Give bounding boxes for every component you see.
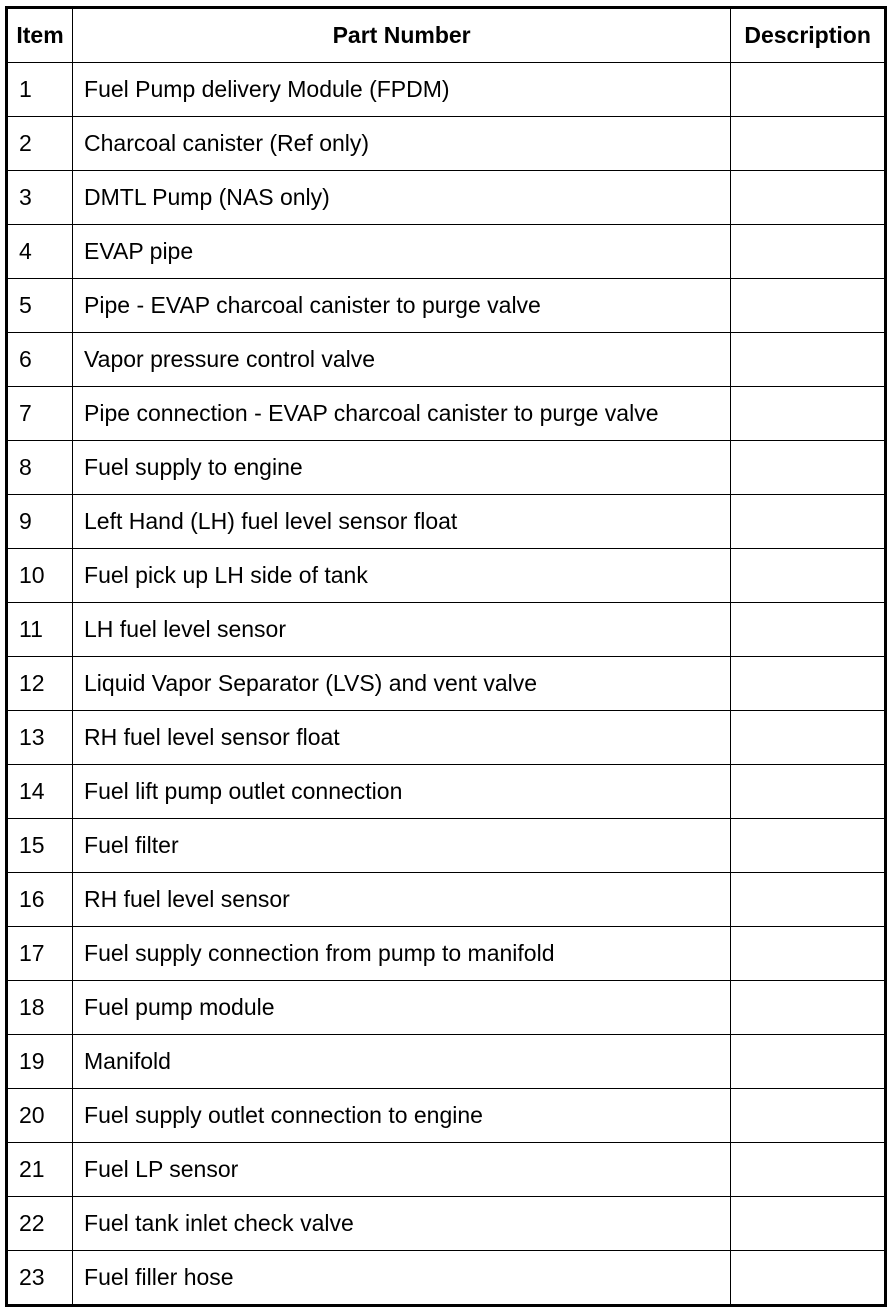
table-row (7, 603, 886, 657)
table-row (7, 117, 886, 171)
cell-part-name: Charcoal canister (Ref only) (73, 117, 731, 171)
header-row (7, 8, 886, 63)
table-body (7, 63, 886, 1306)
table-row (7, 63, 886, 117)
cell-description (731, 63, 886, 117)
cell-part-name: Fuel supply to engine (73, 441, 731, 495)
cell-item-number: 1 (7, 63, 73, 117)
table-row (7, 387, 886, 441)
cell-part-name: Fuel filter (73, 819, 731, 873)
table-row (7, 279, 886, 333)
cell-item-number: 9 (7, 495, 73, 549)
cell-description (731, 1197, 886, 1251)
cell-description (731, 441, 886, 495)
cell-description (731, 711, 886, 765)
cell-part-name: Fuel tank inlet check valve (73, 1197, 731, 1251)
cell-part-name: RH fuel level sensor float (73, 711, 731, 765)
cell-description (731, 819, 886, 873)
cell-item-number: 17 (7, 927, 73, 981)
cell-part-name: Fuel supply connection from pump to manifold (73, 927, 731, 981)
table-row (7, 981, 886, 1035)
cell-part-name: Pipe - EVAP charcoal canister to purge valve (73, 279, 731, 333)
cell-item-number: 11 (7, 603, 73, 657)
table-row (7, 711, 886, 765)
cell-item-number: 4 (7, 225, 73, 279)
cell-part-name: Fuel LP sensor (73, 1143, 731, 1197)
table-row (7, 495, 886, 549)
table-row (7, 927, 886, 981)
header-item: Item (7, 8, 73, 63)
table-row (7, 873, 886, 927)
table-row (7, 1143, 886, 1197)
cell-item-number: 23 (7, 1251, 73, 1306)
cell-part-name: Vapor pressure control valve (73, 333, 731, 387)
cell-item-number: 15 (7, 819, 73, 873)
cell-description (731, 549, 886, 603)
cell-description (731, 333, 886, 387)
cell-part-name: Fuel filler hose (73, 1251, 731, 1306)
table-row (7, 1089, 886, 1143)
cell-part-name: LH fuel level sensor (73, 603, 731, 657)
cell-part-name: RH fuel level sensor (73, 873, 731, 927)
cell-item-number: 6 (7, 333, 73, 387)
cell-part-name: Fuel pump module (73, 981, 731, 1035)
cell-part-name: Fuel Pump delivery Module (FPDM) (73, 63, 731, 117)
table-row (7, 441, 886, 495)
cell-item-number: 21 (7, 1143, 73, 1197)
table-row (7, 1035, 886, 1089)
cell-description (731, 225, 886, 279)
cell-part-name: Liquid Vapor Separator (LVS) and vent valve (73, 657, 731, 711)
table-row (7, 819, 886, 873)
cell-item-number: 18 (7, 981, 73, 1035)
cell-item-number: 20 (7, 1089, 73, 1143)
cell-description (731, 873, 886, 927)
table-row (7, 1251, 886, 1306)
cell-part-name: EVAP pipe (73, 225, 731, 279)
cell-description (731, 927, 886, 981)
cell-description (731, 981, 886, 1035)
cell-item-number: 22 (7, 1197, 73, 1251)
cell-item-number: 16 (7, 873, 73, 927)
table-row (7, 1197, 886, 1251)
cell-item-number: 13 (7, 711, 73, 765)
table-row (7, 765, 886, 819)
cell-item-number: 8 (7, 441, 73, 495)
cell-item-number: 10 (7, 549, 73, 603)
parts-table (5, 6, 887, 1307)
cell-description (731, 495, 886, 549)
cell-part-name: Fuel lift pump outlet connection (73, 765, 731, 819)
cell-description (731, 279, 886, 333)
table-row (7, 549, 886, 603)
header-part-number: Part Number (73, 8, 731, 63)
cell-description (731, 1035, 886, 1089)
table-header (7, 8, 886, 63)
cell-item-number: 19 (7, 1035, 73, 1089)
cell-part-name: Fuel pick up LH side of tank (73, 549, 731, 603)
cell-description (731, 117, 886, 171)
header-description: Description (731, 8, 886, 63)
cell-part-name: Manifold (73, 1035, 731, 1089)
cell-item-number: 7 (7, 387, 73, 441)
cell-item-number: 5 (7, 279, 73, 333)
cell-part-name: Left Hand (LH) fuel level sensor float (73, 495, 731, 549)
cell-part-name: DMTL Pump (NAS only) (73, 171, 731, 225)
table-row (7, 657, 886, 711)
cell-description (731, 603, 886, 657)
cell-part-name: Pipe connection - EVAP charcoal canister to purge valve (73, 387, 731, 441)
cell-item-number: 2 (7, 117, 73, 171)
cell-description (731, 387, 886, 441)
table-row (7, 171, 886, 225)
cell-item-number: 3 (7, 171, 73, 225)
cell-description (731, 765, 886, 819)
cell-description (731, 171, 886, 225)
cell-description (731, 657, 886, 711)
cell-part-name: Fuel supply outlet connection to engine (73, 1089, 731, 1143)
cell-description (731, 1251, 886, 1306)
cell-item-number: 12 (7, 657, 73, 711)
table-row (7, 333, 886, 387)
cell-item-number: 14 (7, 765, 73, 819)
table-row (7, 225, 886, 279)
cell-description (731, 1143, 886, 1197)
cell-description (731, 1089, 886, 1143)
